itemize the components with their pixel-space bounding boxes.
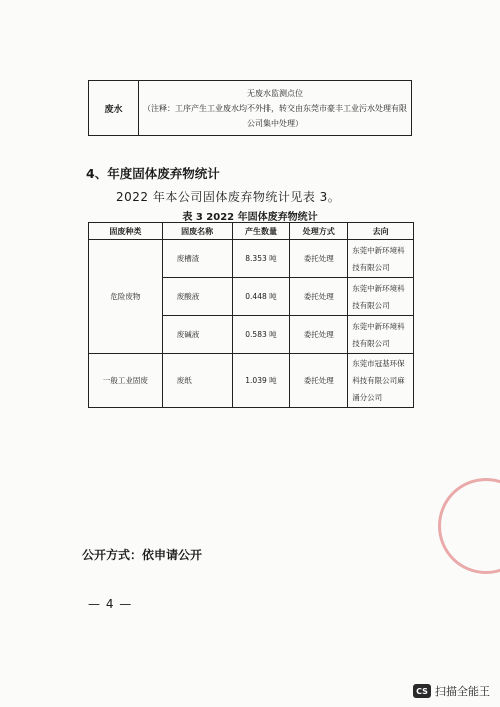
table-caption: 表 3 2022 年固体废弃物统计	[182, 212, 318, 223]
waste-name: 废碱液	[162, 316, 232, 354]
waste-amount: 0.448 吨	[232, 278, 290, 316]
section-heading: 4、年度固体废弃物统计	[86, 166, 220, 181]
category-hazardous: 危险废物	[89, 240, 163, 354]
destination-line: 涌分公司	[352, 393, 383, 402]
destination-line: 技有限公司	[352, 300, 390, 310]
destination-line: 科技有限公司麻	[352, 376, 405, 385]
page-number: — 4 —	[88, 597, 133, 611]
waste-method: 委托处理	[290, 278, 348, 316]
wastewater-line-3: 公司集中处理）	[247, 118, 303, 128]
destination-line: 技有限公司	[352, 262, 390, 272]
waste-amount: 8.353 吨	[232, 240, 290, 278]
wastewater-line-1: 无废水监测点位	[247, 88, 303, 98]
category-general-industrial: 一般工业固废	[89, 354, 163, 408]
waste-amount: 1.039 吨	[232, 354, 290, 408]
solid-waste-table	[88, 222, 414, 408]
wastewater-category: 废水	[89, 81, 139, 136]
wastewater-line-2: （注释：工序产生工业废水均不外排，转交由东莞市豪丰工业污水处理有限	[143, 103, 407, 113]
destination-line: 东莞中新环境科	[352, 283, 405, 293]
destination-line: 东莞中新环境科	[352, 321, 405, 331]
wastewater-description	[139, 81, 412, 136]
header-amount: 产生数量	[232, 223, 290, 240]
header-destination: 去向	[348, 223, 414, 240]
watermark-text: 扫描全能王	[435, 685, 490, 698]
header-method: 处理方式	[290, 223, 348, 240]
wastewater-table	[88, 80, 412, 136]
waste-method: 委托处理	[290, 240, 348, 278]
destination-line: 技有限公司	[352, 338, 390, 348]
waste-method: 委托处理	[290, 354, 348, 408]
waste-method: 委托处理	[290, 316, 348, 354]
waste-destination	[348, 278, 414, 316]
table-row	[89, 240, 414, 278]
destination-line: 东莞市冠基环保	[352, 359, 405, 368]
waste-destination	[348, 354, 414, 408]
waste-destination	[348, 240, 414, 278]
waste-destination	[348, 316, 414, 354]
waste-amount: 0.583 吨	[232, 316, 290, 354]
scanner-watermark	[413, 683, 490, 699]
header-name: 固废名称	[162, 223, 232, 240]
table-header-row	[89, 223, 414, 240]
camscanner-logo-icon: CS	[413, 684, 431, 698]
section-intro: 2022 年本公司固体废弃物统计见表 3。	[116, 190, 341, 204]
waste-name: 废纸	[162, 354, 232, 408]
header-category: 固废种类	[89, 223, 163, 240]
disclosure-method: 公开方式：依申请公开	[82, 548, 203, 562]
table-row	[89, 354, 414, 408]
red-seal-stamp	[438, 478, 500, 574]
waste-name: 废槽渣	[162, 240, 232, 278]
waste-name: 废酸液	[162, 278, 232, 316]
destination-line: 东莞中新环境科	[352, 245, 405, 255]
